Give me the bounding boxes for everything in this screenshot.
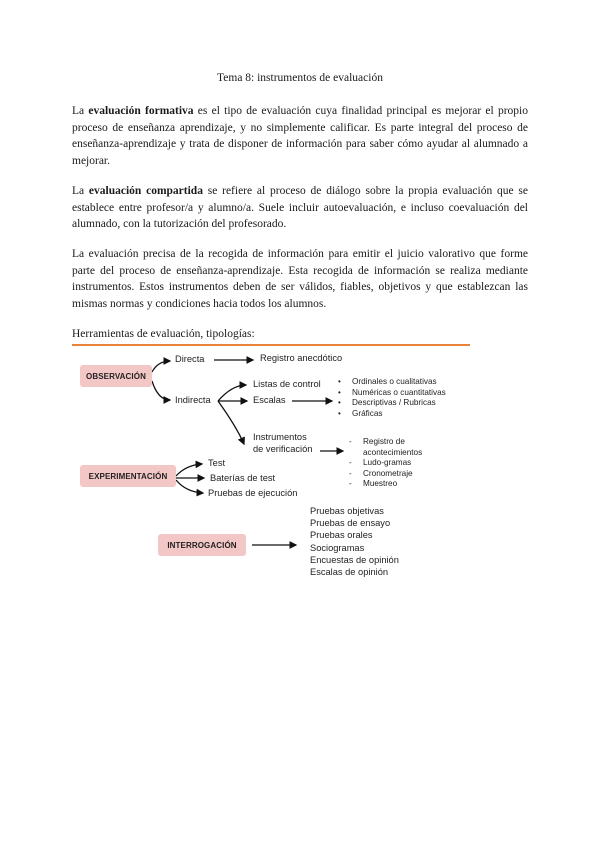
paragraph-recogida: La evaluación precisa de la recogida de información para emitir el juicio valorativo que forme parte del proceso de enseñanza-aprendizaje. Esta recogida de información se realiza mediante instrumentos. Estos instrumentos deben de ser válidos, fiables, objetivos y que establezcan las mismas normas y condiciones hacia todos los alumnos. <box>72 248 528 310</box>
baterias-test-label: Baterías de test <box>210 473 276 483</box>
indirecta-label: Indirecta <box>175 395 211 405</box>
test-label: Test <box>208 458 226 468</box>
list-item: • Descriptivas / Rubricas <box>336 398 446 409</box>
arrow-to-indirecta <box>152 381 170 400</box>
list-item: Sociogramas <box>310 542 365 553</box>
item-text: Registro de acontecimientos <box>363 437 423 457</box>
arrow-to-instrumentos <box>218 401 244 444</box>
instrumentos-label: Instrumentos <box>253 432 307 442</box>
arrow-to-pruebas-ejecucion <box>176 480 203 493</box>
term-evaluacion-formativa: evaluación formativa <box>88 105 194 117</box>
directa-label: Directa <box>175 354 205 364</box>
list-item <box>348 437 435 458</box>
list-item: Encuestas de opinión <box>310 554 399 565</box>
paragraph-lead: La <box>72 105 89 117</box>
list-item: Pruebas objetivas <box>310 506 384 516</box>
paragraph-body: se refiere al proceso de diálogo sobre la propia evaluación que se establece entre profesor/a y alumno/a. Suele incluir autoevaluación, e incluso coevaluación del alumnado, con la tutorización del profesorado. <box>72 185 528 231</box>
list-item: • Ordinales o cualitativas <box>336 377 446 388</box>
arrow-to-directa <box>152 361 170 372</box>
term-evaluacion-compartida: evaluación compartida <box>88 185 203 197</box>
arrow-to-listas <box>218 385 246 401</box>
page-title: Tema 8: instrumentos de evaluación <box>217 72 383 84</box>
registro-anecdotico-label: Registro anecdótico <box>260 353 343 363</box>
list-item: Pruebas de ensayo <box>310 518 391 529</box>
verificacion-label: de verificación <box>253 444 313 454</box>
interrogacion-list <box>310 505 399 578</box>
list-item: • Numéricas o cuantitativas <box>336 388 446 399</box>
list-item: - Ludo-gramas <box>348 458 435 469</box>
verificacion-list <box>348 437 435 490</box>
experimentacion-box: EXPERIMENTACIÓN <box>80 465 176 487</box>
observacion-box: OBSERVACIÓN <box>80 365 152 387</box>
list-item: - Cronometraje <box>348 469 435 480</box>
interrogacion-box: INTERROGACIÓN <box>158 534 246 556</box>
list-item: Pruebas orales <box>310 530 373 541</box>
list-item: - Muestreo <box>348 479 435 490</box>
escalas-label: Escalas <box>253 395 286 405</box>
paragraph-body: es el tipo de evaluación cuya finalidad principal es mejorar el propio proceso de enseñanza aprendizaje, y no simplemente calificar. Es parte integral del proceso de enseñanza-aprendizaje y trata de disponer de información para saber cómo ayudar al alumnado a mejorar. <box>72 105 528 167</box>
list-item: • Gráficas <box>336 409 446 420</box>
paragraph-lead: La <box>72 185 89 197</box>
list-item: Escalas de opinión <box>310 567 389 578</box>
section-subheading: Herramientas de evaluación, tipologías: <box>72 328 255 340</box>
arrow-to-test <box>176 464 202 476</box>
pruebas-ejecucion-label: Pruebas de ejecución <box>208 488 298 498</box>
listas-control-label: Listas de control <box>253 379 321 389</box>
escalas-list <box>336 377 446 419</box>
